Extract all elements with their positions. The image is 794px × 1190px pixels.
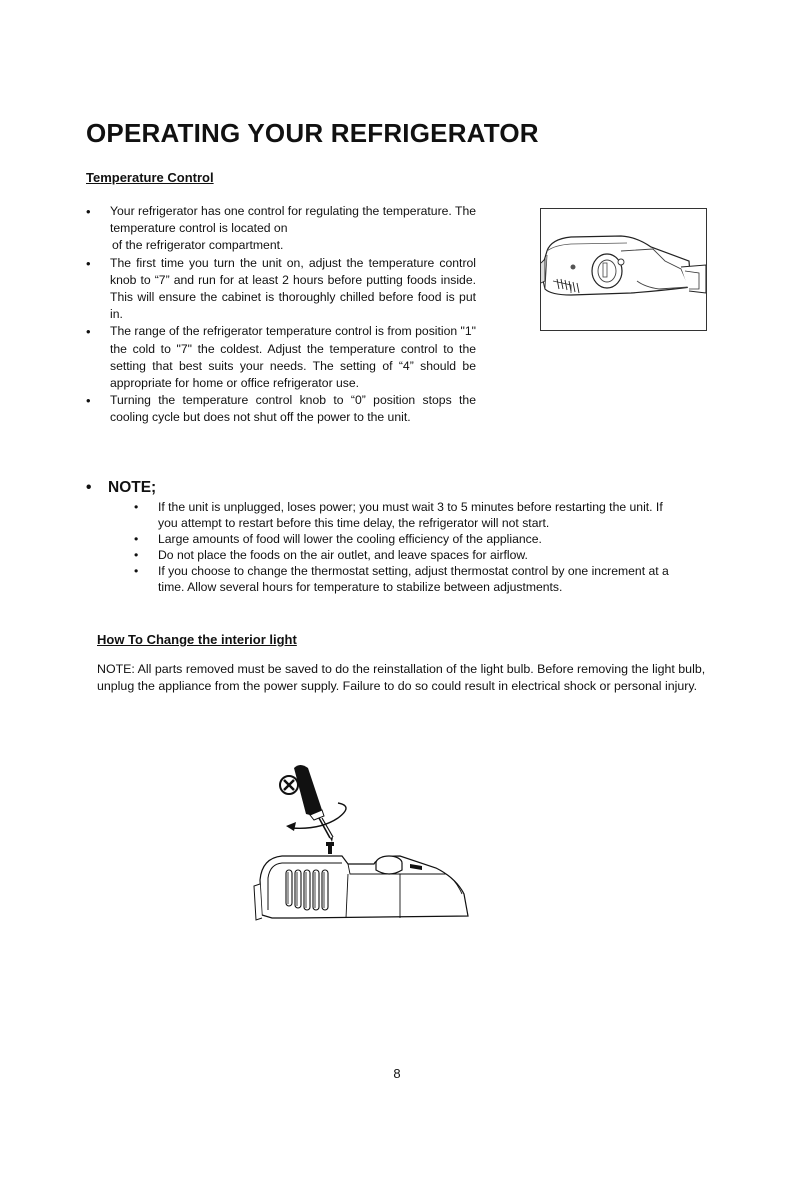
light-housing-icon (254, 856, 468, 920)
note-bullet: • (86, 479, 92, 496)
note-list (134, 499, 684, 595)
light-note-paragraph: NOTE: All parts removed must be saved to do the reinstallation of the light bulb. Before removing the light bulb, unplug the appliance from the power supply. Failure to do so could result in electrical shock or personal injury. (97, 662, 706, 693)
phillips-screw-icon (280, 776, 298, 794)
thermostat-figure (540, 208, 707, 331)
page-title: OPERATING YOUR REFRIGERATOR (86, 118, 539, 148)
light-heading: How To Change the interior light (97, 632, 297, 647)
list-item (86, 255, 476, 324)
list-item: • If you choose to change the thermostat setting, adjust thermostat control by one increment at a time. Allow several hours for temperature to stabilize between adjustments. (134, 563, 684, 595)
list-item (86, 323, 476, 392)
screw-icon (326, 842, 334, 854)
list-item: • Large amounts of food will lower the cooling efficiency of the appliance. (134, 531, 684, 547)
bullet-text: The range of the refrigerator temperature control is from position "1" the cold to "7" the coldest. Adjust the temperature control to the setting that best suits your needs. The setting of “4” should be appropriate for home or office refrigerator use. (110, 324, 476, 391)
temperature-control-list (86, 203, 476, 427)
bullet-text: Turning the temperature control knob to “0” position stops the cooling cycle but does not shut off the power to the unit. (110, 393, 476, 425)
note-heading (86, 479, 156, 497)
list-item: • Do not place the foods on the air outlet, and leave spaces for airflow. (134, 547, 684, 563)
bullet-text: Your refrigerator has one control for regulating the temperature. The temperature control is located on (110, 204, 476, 236)
light-cover-removal-illustration (250, 760, 480, 930)
page-number: 8 (393, 1066, 401, 1081)
temperature-control-heading: Temperature Control (86, 170, 214, 185)
screwdriver-icon (294, 765, 333, 842)
list-item (86, 203, 476, 255)
list-item: • If the unit is unplugged, loses power; you must wait 3 to 5 minutes before restarting the unit. If you attempt to restart before this time delay, the refrigerator will not start. (134, 499, 684, 531)
thermostat-housing-illustration (541, 209, 706, 330)
note-heading-label: NOTE; (108, 479, 157, 496)
bullet-text: The first time you turn the unit on, adjust the temperature control knob to “7” and run for at least 2 hours before putting foods inside. This will ensure the cabinet is thoroughly chilled before food is put in. (110, 255, 476, 322)
bullet-continuation: of the refrigerator compartment. (112, 238, 284, 253)
list-item (86, 392, 476, 426)
